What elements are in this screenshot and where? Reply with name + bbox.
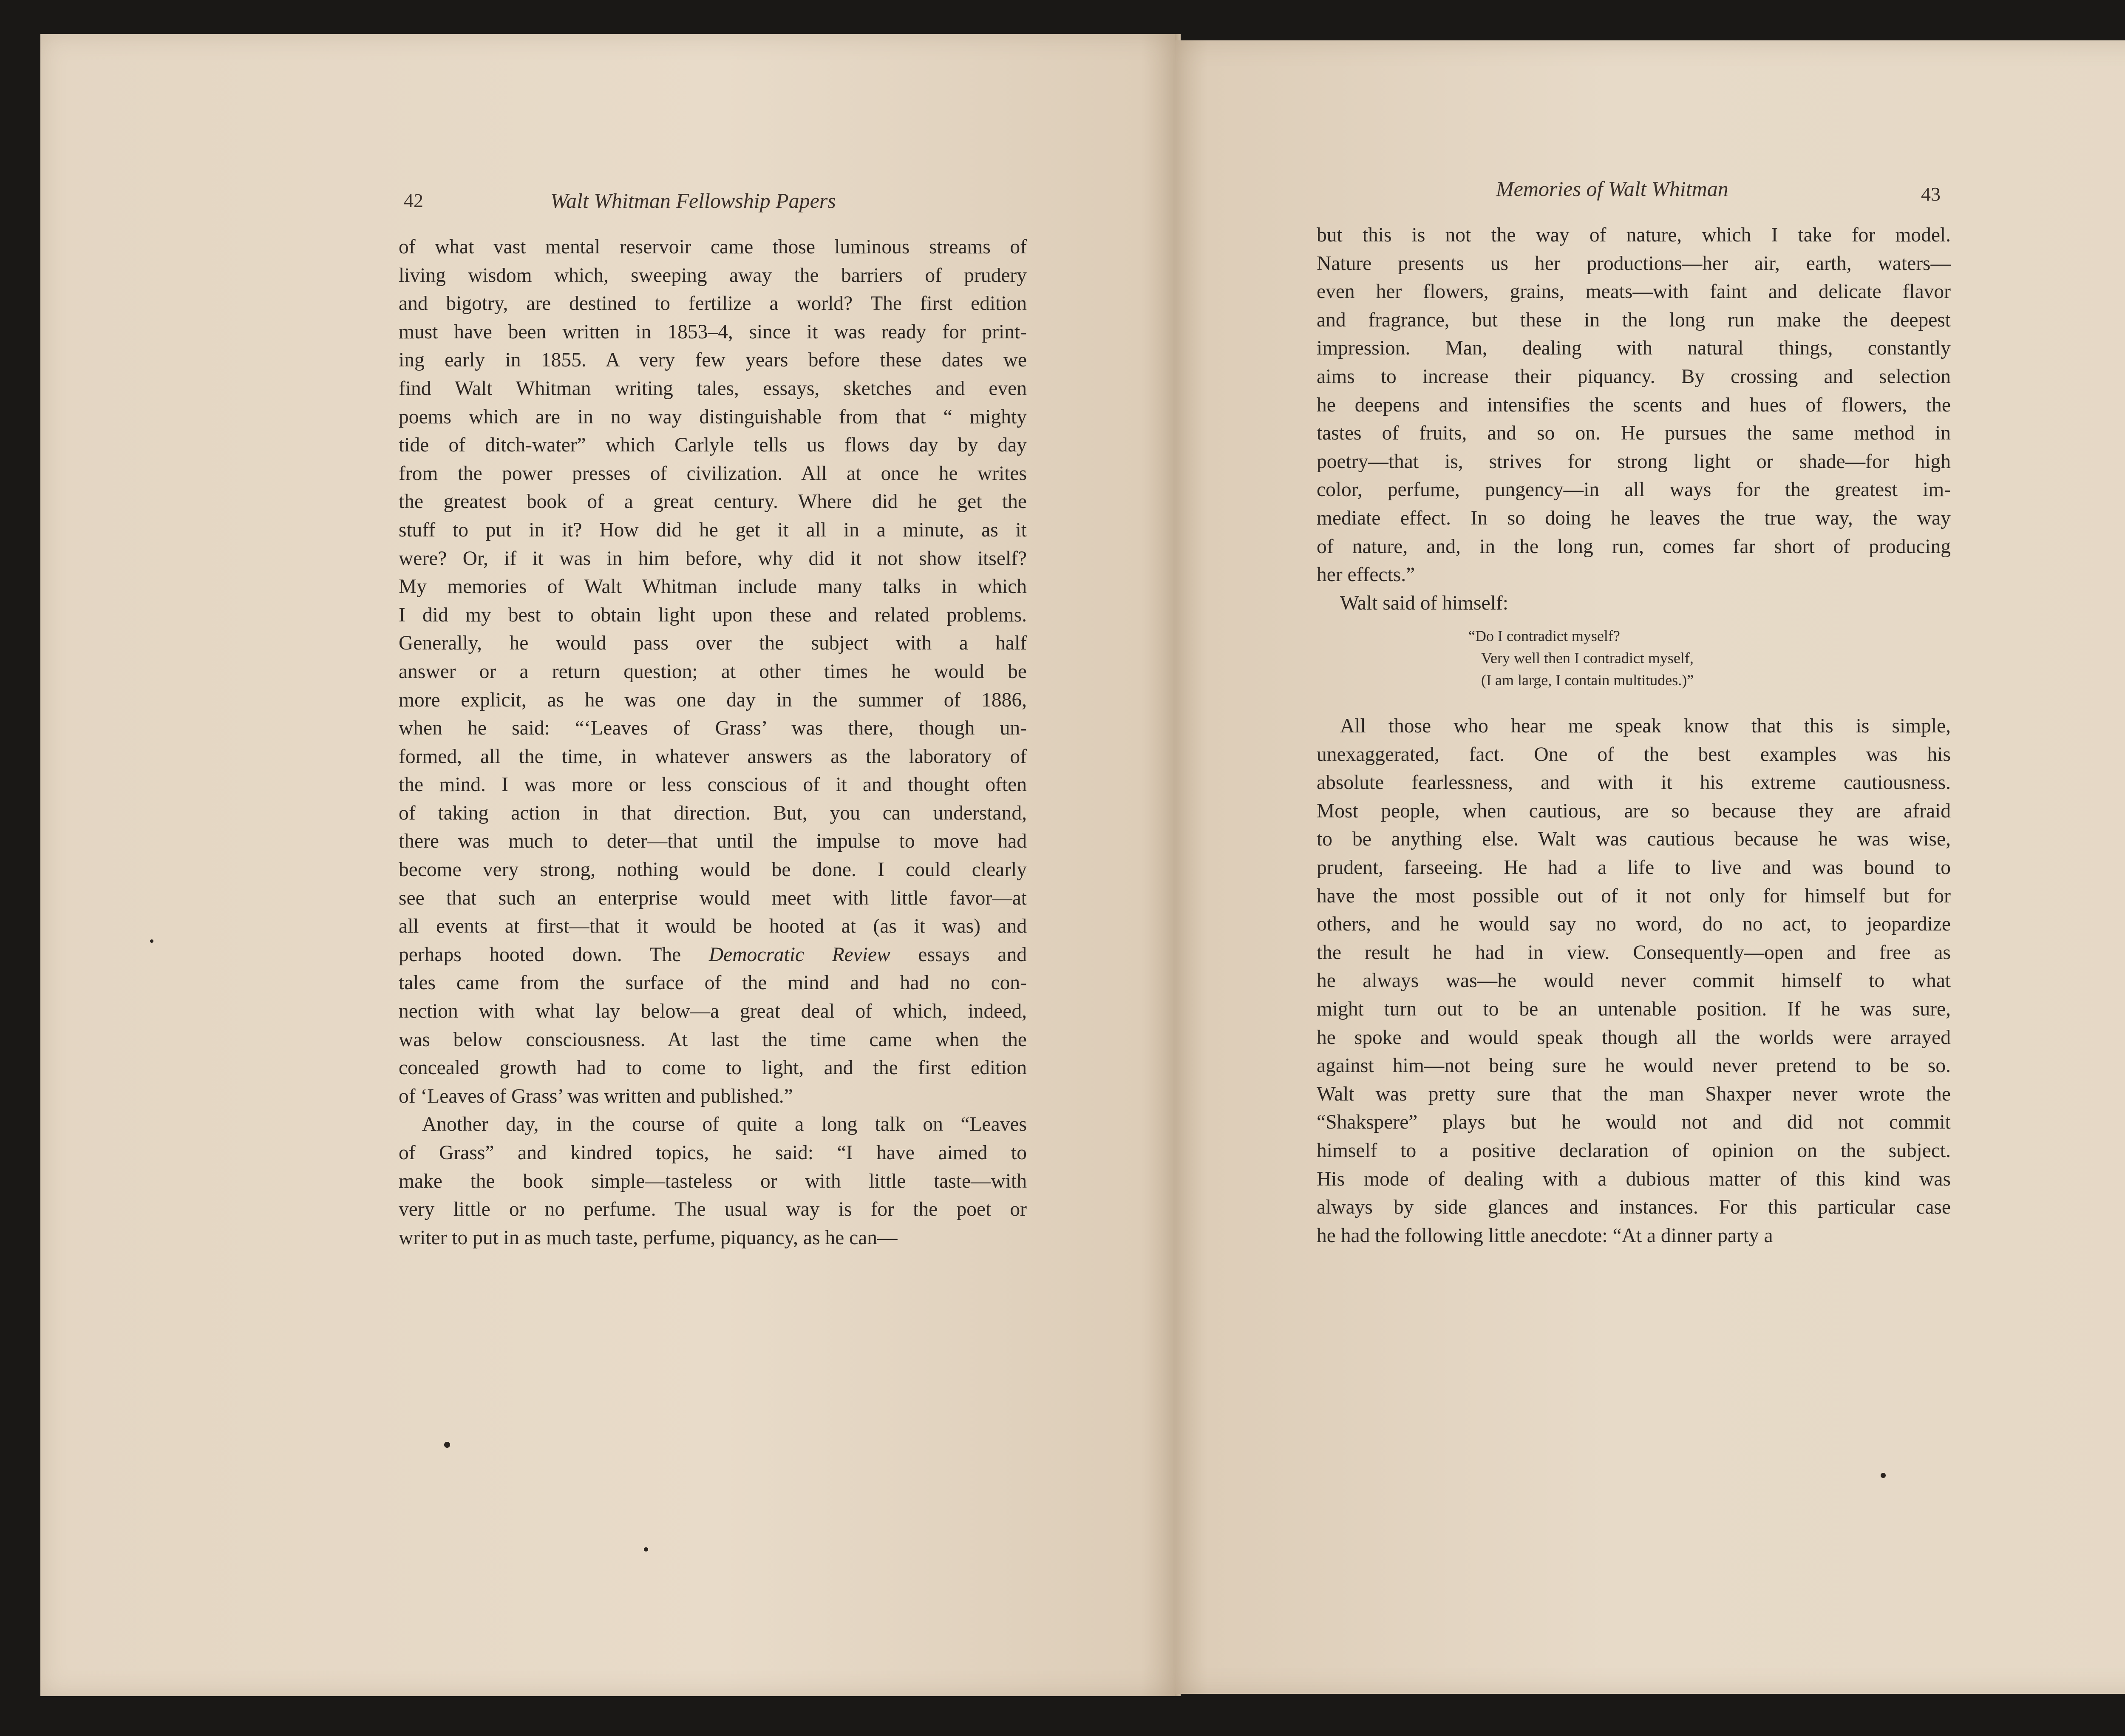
- ink-speck: [644, 1547, 648, 1552]
- text-line: answer or a return question; at other times he would be: [399, 660, 1027, 683]
- left-running-title: Walt Whitman Fellowship Papers: [550, 189, 836, 213]
- italic-title: Democratic Review: [708, 943, 890, 966]
- text-line: prudent, farseeing. He had a life to live and was bound to: [1317, 856, 1951, 879]
- verse-line: Very well then I contradict myself,: [1481, 650, 1694, 667]
- right-running-title-wrap: [1496, 176, 1728, 201]
- text-line: tide of ditch-water” which Carlyle tells us flows day by day: [399, 434, 1027, 457]
- text-line: might turn out to be an untenable position. If he was sure,: [1317, 998, 1951, 1020]
- right-body-text-top: [1317, 221, 1951, 617]
- text-line: living wisdom which, sweeping away the barriers of prudery: [399, 264, 1027, 286]
- right-running-title: Memories of Walt Whitman: [1496, 177, 1728, 201]
- left-running-title-wrap: [550, 188, 836, 213]
- text-line: see that such an enterprise would meet with little favor—at: [399, 887, 1027, 909]
- text-line: there was much to deter—that until the impulse to move had: [399, 830, 1027, 853]
- text-line: must have been written in 1853–4, since it was ready for print-: [399, 321, 1027, 343]
- text-line: Another day, in the course of quite a long talk on “Leaves: [422, 1113, 1027, 1136]
- text-line: Walt was pretty sure that the man Shaxper never wrote the: [1317, 1083, 1951, 1105]
- text-line: he deepens and intensifies the scents and hues of flowers, the: [1317, 394, 1951, 416]
- text-line: of taking action in that direction. But, you can understand,: [399, 802, 1027, 824]
- text-line: “Shakspere” plays but he would not and did not commit: [1317, 1111, 1951, 1134]
- text-line: her effects.”: [1317, 564, 1415, 586]
- text-line: aims to increase their piquancy. By crossing and selection: [1317, 365, 1951, 388]
- text-line: from the power presses of civilization. All at once he writes: [399, 462, 1027, 485]
- text-line: absolute fearlessness, and with it his extreme cautiousness.: [1317, 772, 1951, 794]
- text-line: of ‘Leaves of Grass’ was written and published.”: [399, 1085, 793, 1107]
- right-body-text-bottom: [1317, 712, 1951, 1250]
- text-line: nection with what lay below—a great deal of which, indeed,: [399, 1000, 1027, 1023]
- text-line: concealed growth had to come to light, and the first edition: [399, 1057, 1027, 1079]
- text-line: His mode of dealing with a dubious matter of this kind was: [1317, 1168, 1951, 1190]
- text-line: was below consciousness. At last the time came when the: [399, 1028, 1027, 1051]
- text-line: find Walt Whitman writing tales, essays, sketches and even: [399, 377, 1027, 400]
- text-line: when he said: “‘Leaves of Grass’ was there, though un-: [399, 717, 1027, 740]
- text-line: tastes of fruits, and so on. He pursues the same method in: [1317, 422, 1951, 445]
- left-page-number: 42: [404, 190, 423, 211]
- text-line: perhaps hooted down. The Democratic Review essays and: [399, 943, 1027, 966]
- text-line: formed, all the time, in whatever answers as the laboratory of: [399, 745, 1027, 768]
- right-page-header: [1921, 183, 1941, 205]
- text-line: My memories of Walt Whitman include many talks in which: [399, 576, 1027, 598]
- ink-speck: [150, 939, 153, 943]
- text-line: more explicit, as he was one day in the summer of 1886,: [399, 689, 1027, 711]
- text-line: he had the following little anecdote: “At a dinner party a: [1317, 1224, 1773, 1247]
- text-line: were? Or, if it was in him before, why did it not show itself?: [399, 547, 1027, 570]
- text-line: Most people, when cautious, are so because they are afraid: [1317, 800, 1951, 822]
- text-line: the greatest book of a great century. Where did he get the: [399, 491, 1027, 513]
- text-line: very little or no perfume. The usual way is for the poet or: [399, 1198, 1027, 1221]
- text-line: tales came from the surface of the mind and had no con-: [399, 972, 1027, 994]
- text-line: he spoke and would speak though all the worlds were arrayed: [1317, 1026, 1951, 1049]
- text-line: poetry—that is, strives for strong light or shade—for high: [1317, 450, 1951, 473]
- left-page-header: [404, 189, 423, 212]
- text-line: mediate effect. In so doing he leaves the true way, the way: [1317, 507, 1951, 529]
- left-body-text: [399, 233, 1027, 1252]
- text-line: all events at first—that it would be hooted at (as it was) and: [399, 915, 1027, 938]
- text-line: stuff to put in it? How did he get it all in a minute, as it: [399, 519, 1027, 541]
- text-line: against him—not being sure he would never pretend to be so.: [1317, 1055, 1951, 1077]
- text-line: I did my best to obtain light upon these and related problems.: [399, 604, 1027, 626]
- text-line: become very strong, nothing would be done. I could clearly: [399, 859, 1027, 881]
- right-page-number: 43: [1921, 183, 1941, 205]
- text-line: of Grass” and kindred topics, he said: “I have aimed to: [399, 1142, 1027, 1164]
- ink-speck: [1881, 1473, 1886, 1478]
- text-line: the mind. I was more or less conscious of it and thought often: [399, 774, 1027, 796]
- text-line: writer to put in as much taste, perfume, piquancy, as he can—: [399, 1226, 898, 1249]
- text-line: color, perfume, pungency—in all ways for the greatest im-: [1317, 479, 1951, 501]
- right-page: [1175, 40, 2125, 1694]
- left-page: [40, 34, 1175, 1696]
- text-line: Generally, he would pass over the subject with a half: [399, 632, 1027, 655]
- text-line: always by side glances and instances. For this particular case: [1317, 1196, 1951, 1219]
- verse-line: “Do I contradict myself?: [1468, 627, 1620, 644]
- text-line: Nature presents us her productions—her air, earth, waters—: [1317, 252, 1951, 275]
- text-line: but this is not the way of nature, which I take for model.: [1317, 224, 1951, 246]
- verse-quotation: [1468, 625, 1694, 691]
- text-line: the result he had in view. Consequently—open and free as: [1317, 941, 1951, 964]
- text-line: of nature, and, in the long run, comes far short of producing: [1317, 535, 1951, 558]
- text-line: others, and he would say no word, do no act, to jeopardize: [1317, 913, 1951, 936]
- text-line: and bigotry, are destined to fertilize a world? The first edition: [399, 292, 1027, 315]
- text-line: to be anything else. Walt was cautious because he was wise,: [1317, 828, 1951, 851]
- text-line: himself to a positive declaration of opinion on the subject.: [1317, 1139, 1951, 1162]
- text-line: unexaggerated, fact. One of the best examples was his: [1317, 743, 1951, 766]
- text-line: he always was—he would never commit himself to what: [1317, 970, 1951, 992]
- text-line: ing early in 1855. A very few years before these dates we: [399, 349, 1027, 372]
- text-line: impression. Man, dealing with natural things, constantly: [1317, 337, 1951, 360]
- text-line: even her flowers, grains, meats—with faint and delicate flavor: [1317, 281, 1951, 303]
- text-line: and fragrance, but these in the long run make the deepest: [1317, 309, 1951, 331]
- text-line: Walt said of himself:: [1340, 592, 1508, 614]
- text-line: poems which are in no way distinguishable from that “ mighty: [399, 406, 1027, 428]
- text-line: of what vast mental reservoir came those luminous streams of: [399, 236, 1027, 258]
- text-line: make the book simple—tasteless or with little taste—with: [399, 1170, 1027, 1192]
- text-line: have the most possible out of it not only for himself but for: [1317, 885, 1951, 907]
- verse-line: (I am large, I contain multitudes.)”: [1481, 672, 1694, 689]
- text-line: All those who hear me speak know that this is simple,: [1340, 715, 1951, 737]
- ink-speck: [444, 1442, 450, 1448]
